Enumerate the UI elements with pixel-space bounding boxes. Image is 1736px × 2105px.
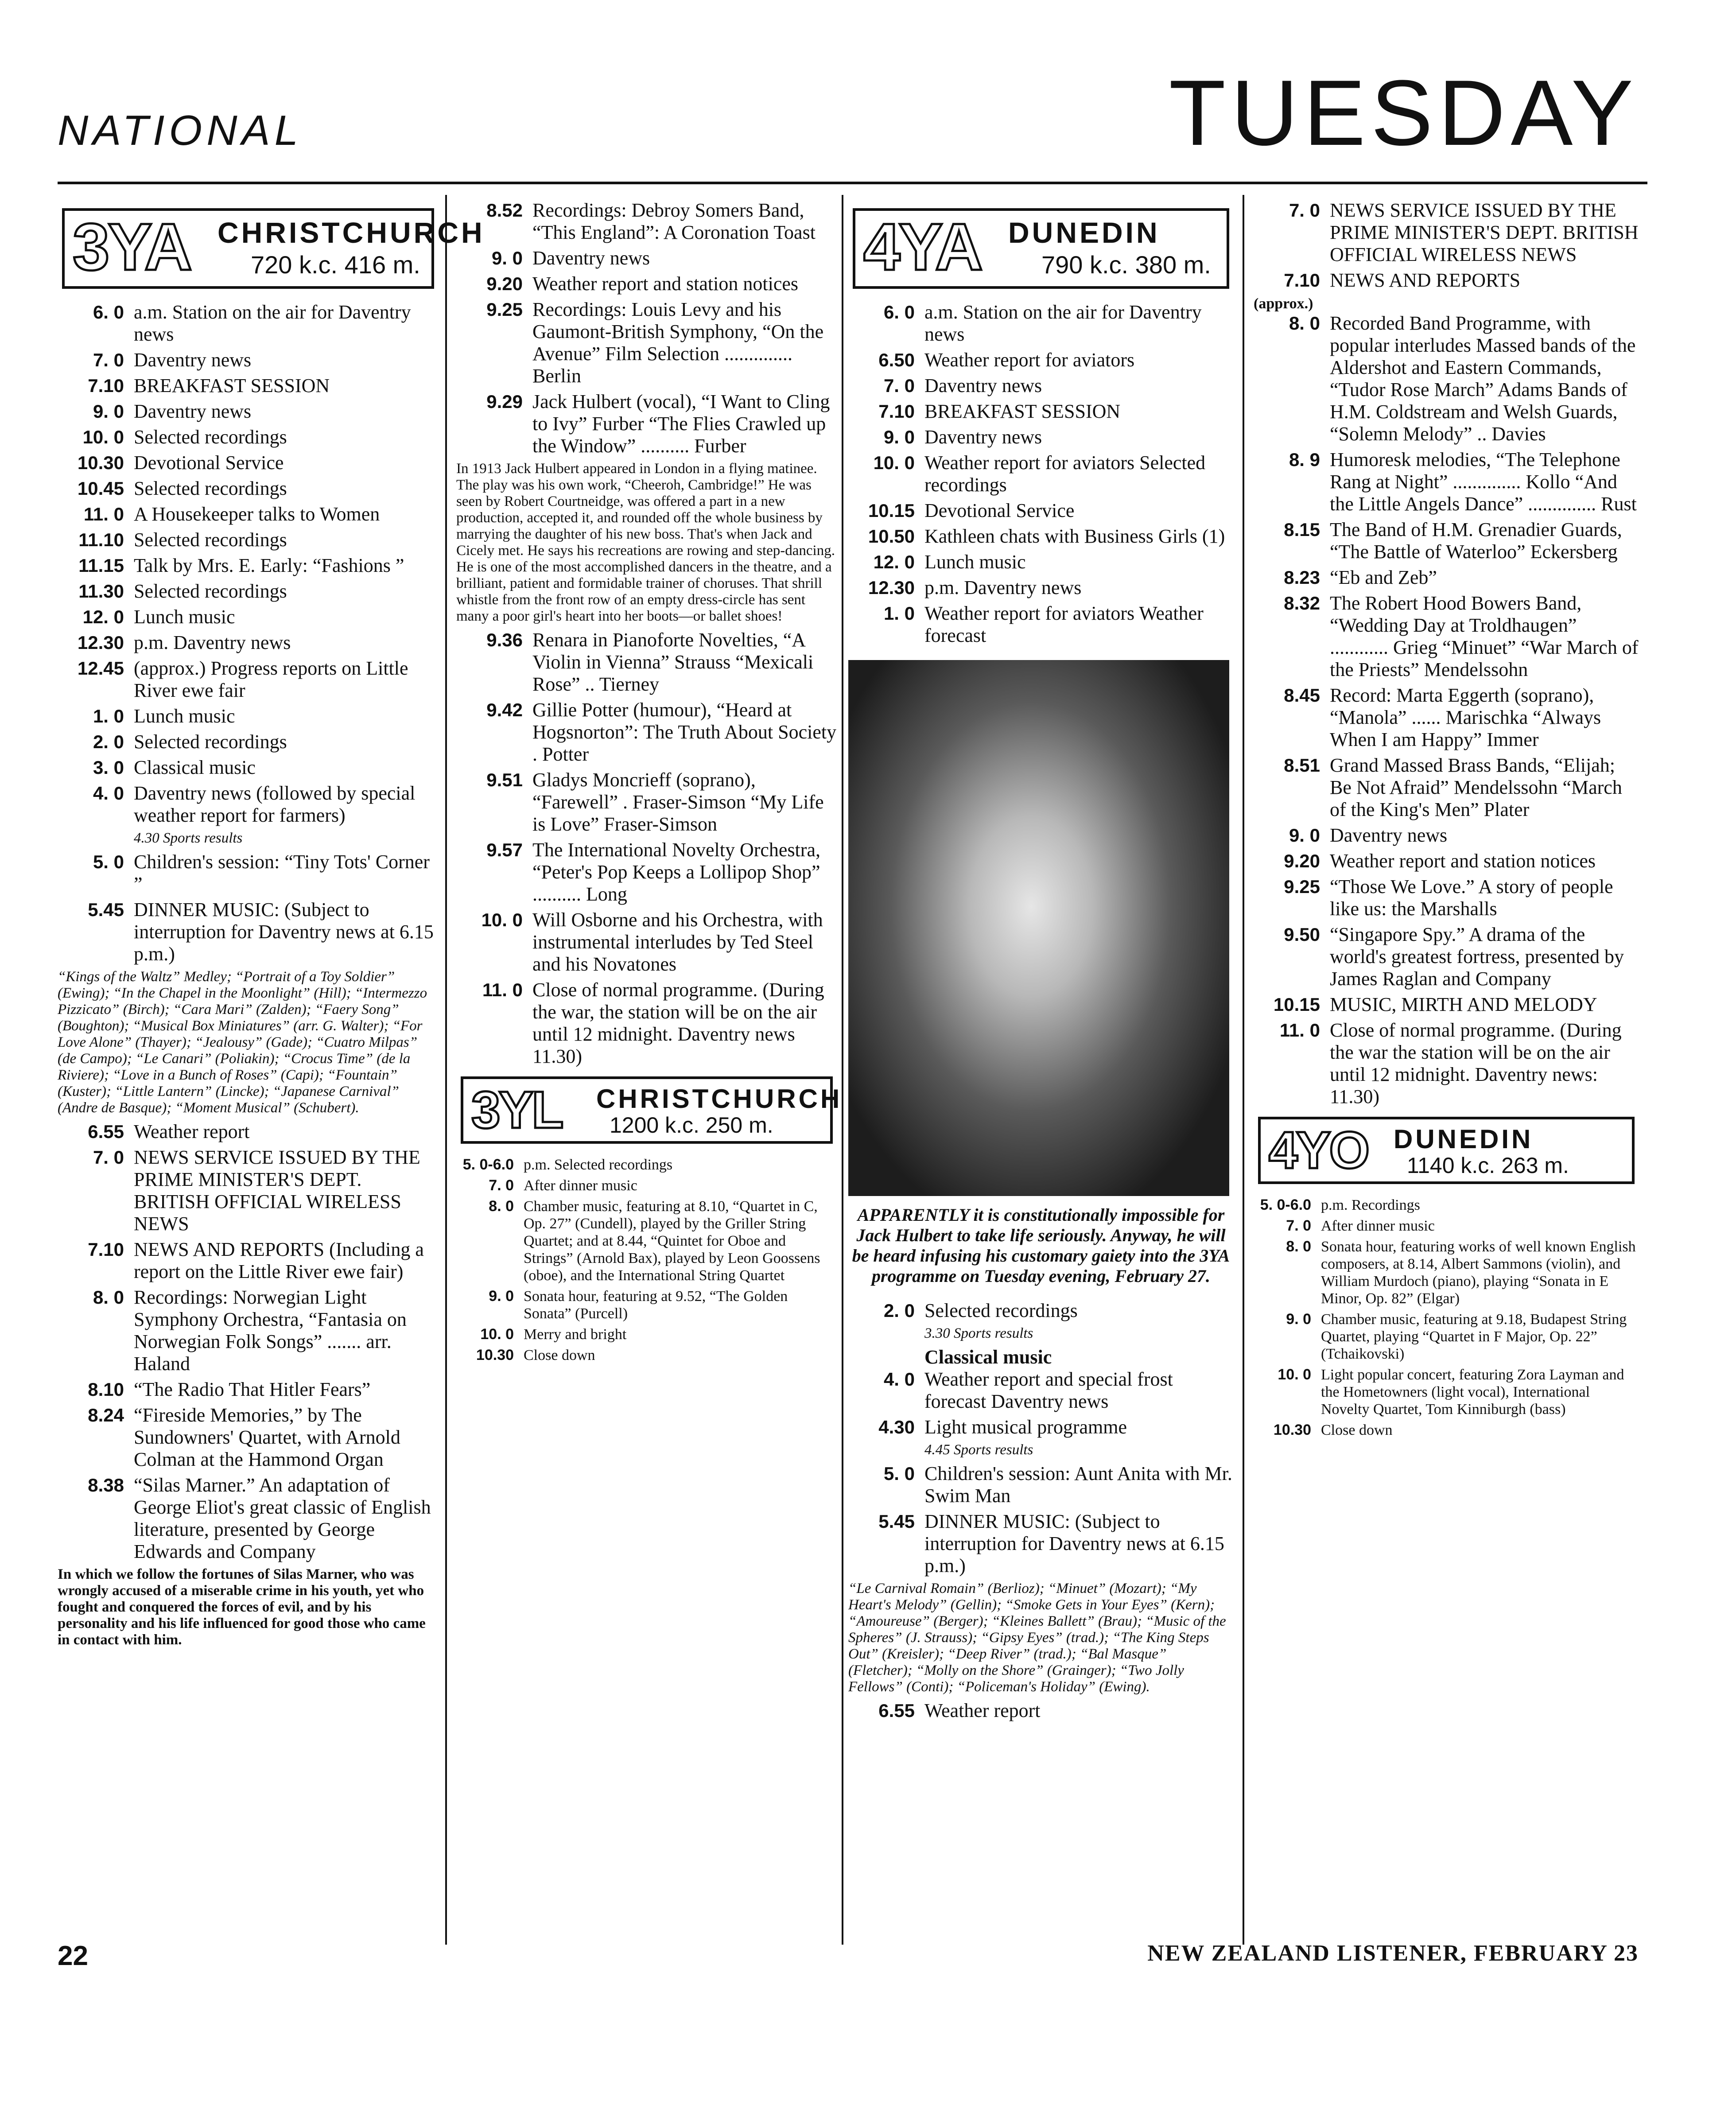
frequency: 1140 k.c. 263 m. — [1407, 1153, 1569, 1178]
program-item — [456, 199, 837, 244]
program-time: 9.29 — [486, 391, 523, 412]
program-time: 10.30 — [77, 452, 124, 473]
program-item — [848, 1511, 1234, 1577]
program-time: 8.32 — [1284, 593, 1320, 614]
sports-note: 4.30 Sports results — [134, 830, 243, 846]
callsign: 3YL — [471, 1081, 562, 1139]
program-text: p.m. Daventry news — [134, 632, 291, 653]
program-text: Chamber music, featuring at 8.10, “Quartet in C, Op. 27” (Cundell), played by the Griller String Quartet; and at 8.44, “Quintet for Oboe and Strings” (Arnold Bax), played by Leon Goossens (oboe), and the International String Quartet — [524, 1198, 820, 1284]
station-box-3yl — [461, 1076, 843, 1144]
program-item — [848, 301, 1234, 346]
program-time: 10. 0 — [480, 1326, 514, 1343]
callsign: 3YA — [73, 210, 191, 284]
program-item — [1254, 449, 1639, 515]
program-time: 9.25 — [486, 299, 523, 320]
program-time: 1. 0 — [93, 706, 124, 726]
program-text: a.m. Station on the air for Daventry news — [924, 301, 1202, 345]
city: DUNEDIN — [1394, 1124, 1534, 1154]
program-item — [456, 909, 837, 975]
program-time: 7. 0 — [1289, 200, 1320, 221]
program-item — [456, 979, 837, 1068]
program-time: 6. 0 — [93, 302, 124, 322]
program-item — [1254, 850, 1639, 872]
program-item — [58, 1379, 439, 1401]
program-time: 7. 0 — [93, 1147, 124, 1168]
program-time: 9.25 — [1284, 876, 1320, 897]
program-time: 11.30 — [78, 581, 124, 602]
column-3ya-evening — [456, 199, 843, 1367]
program-item — [848, 577, 1234, 599]
program-text: Weather report for aviators Selected recordings — [924, 452, 1206, 496]
program-time: 8. 0 — [1289, 313, 1320, 334]
program-text: Lunch music — [924, 551, 1026, 573]
program-text: Selected recordings — [134, 529, 287, 551]
program-text: Recordings: Norwegian Light Symphony Orchestra, “Fantasia on Norwegian Folk Songs” ....... arr. Haland — [134, 1286, 407, 1375]
program-item — [456, 1198, 837, 1284]
program-text: Grand Massed Brass Bands, “Elijah; Be Not Afraid” Mendelssohn “March of the King's Men” Plater — [1330, 754, 1622, 820]
program-item — [58, 349, 439, 371]
program-text: Will Osborne and his Orchestra, with instrumental interludes by Ted Steel and his Novatones — [532, 909, 823, 975]
program-list — [58, 851, 439, 965]
program-item — [456, 1156, 837, 1173]
program-time: 12.45 — [77, 658, 124, 679]
program-text: Children's session: “Tiny Tots' Corner ” — [134, 851, 430, 895]
program-text: Gillie Potter (humour), “Heard at Hogsnorton”: The Truth About Society . Potter — [532, 699, 837, 765]
program-text: A Housekeeper talks to Women — [134, 503, 380, 525]
program-item — [58, 400, 439, 423]
program-list — [848, 1300, 1234, 1322]
program-time: 8.51 — [1284, 755, 1320, 776]
program-time: 7. 0 — [93, 350, 124, 370]
program-text: NEWS SERVICE ISSUED BY THE PRIME MINISTER'S DEPT. BRITISH OFFICIAL WIRELESS NEWS — [1330, 199, 1639, 265]
program-item — [848, 602, 1234, 647]
callsign: 4YO — [1269, 1121, 1368, 1180]
program-text: Weather report and station notices — [1330, 850, 1596, 872]
program-list-small — [1254, 1196, 1639, 1439]
program-text: Lunch music — [134, 606, 235, 628]
program-item — [1254, 754, 1639, 821]
sports-note: 3.30 Sports results — [924, 1325, 1033, 1341]
program-item — [58, 580, 439, 602]
program-time: 10.15 — [868, 500, 915, 521]
program-time: 10.30 — [1273, 1421, 1311, 1438]
program-item — [58, 1286, 439, 1375]
program-text: After dinner music — [524, 1177, 637, 1194]
program-time: 9. 0 — [489, 1288, 514, 1305]
program-text: Daventry news — [134, 349, 252, 371]
program-time: 9.36 — [486, 629, 523, 650]
program-time: 5.45 — [878, 1511, 915, 1532]
program-time: 9. 0 — [883, 427, 915, 447]
program-text: The Robert Hood Bowers Band, “Wedding Day at Troldhaugen” ............ Grieg “Minuet” “War March of the Priests” Mendelssohn — [1330, 592, 1639, 680]
program-item — [58, 851, 439, 895]
program-text: BREAKFAST SESSION — [924, 400, 1121, 422]
program-item — [456, 1288, 837, 1322]
program-text: Recordings: Louis Levy and his Gaumont-British Symphony, “On the Avenue” Film Selection .............. Berlin — [532, 299, 824, 387]
program-time: 12.30 — [868, 577, 915, 598]
program-text: p.m. Daventry news — [924, 577, 1082, 598]
program-time: 12.30 — [77, 632, 124, 653]
program-text: “Silas Marner.” An adaptation of George Eliot's great classic of English literature, presented by George Edwards and Company — [134, 1474, 431, 1562]
program-item — [1254, 567, 1639, 589]
dinner-music-list: “Le Carnival Romain” (Berlioz); “Minuet” (Mozart); “My Heart's Melody” (Gellin); “Smoke Gets in Your Eyes” (Kern); “Amoureuse” (Berger); “Kleines Ballett” (Brau); “Music of the Spheres” (J. Strauss); “Gipsy Eyes” (trad.); “The King Steps Out” (Kreisler); “Deep River” (trad.); “Bal Masque” (Fletcher); “Molly on the Shore” (Grainger); “Two Jolly Fellows” (Conti); “Policeman's Holiday” (Ewing). — [848, 1581, 1226, 1695]
program-text: Weather report and station notices — [532, 273, 799, 295]
program-time: 8. 0 — [489, 1198, 514, 1215]
program-item — [456, 839, 837, 905]
program-time: 8. 0 — [1286, 1238, 1311, 1255]
program-time: 7. 0 — [883, 375, 915, 396]
program-time: 9.20 — [1284, 851, 1320, 871]
program-time: 10. 0 — [481, 909, 523, 930]
program-text: The International Novelty Orchestra, “Peter's Pop Keeps a Lollipop Shop” .......... Long — [532, 839, 820, 905]
city: CHRISTCHURCH — [596, 1084, 843, 1114]
page-number: 22 — [58, 1941, 88, 1971]
program-item — [1254, 269, 1639, 291]
program-item — [1254, 312, 1639, 445]
program-time: 9.42 — [486, 699, 523, 720]
program-item — [58, 632, 439, 654]
program-item — [456, 1347, 837, 1364]
program-time: 5.45 — [88, 899, 124, 920]
city: DUNEDIN — [1008, 216, 1160, 249]
program-text: Devotional Service — [924, 500, 1075, 521]
program-time: 5. 0-6.0 — [1260, 1196, 1311, 1213]
program-time: 5. 0 — [93, 851, 124, 872]
program-time: 10.45 — [77, 478, 124, 499]
program-text: Close down — [524, 1347, 595, 1363]
program-text: Classical music — [134, 757, 256, 778]
program-time: 10.30 — [476, 1347, 514, 1363]
program-time: 9. 0 — [93, 401, 124, 422]
program-text: p.m. Selected recordings — [524, 1157, 673, 1173]
program-text: Weather report for aviators Weather forecast — [924, 602, 1204, 646]
program-text: Record: Marta Eggerth (soprano), “Manola” ...... Marischka “Always When I am Happy” Immer — [1330, 684, 1601, 750]
approx-note: (approx.) — [1254, 295, 1313, 312]
program-time: 8.38 — [88, 1475, 124, 1495]
program-time: 8.15 — [1284, 519, 1320, 540]
program-time: 3. 0 — [93, 757, 124, 778]
program-text: Devotional Service — [134, 452, 284, 474]
program-time: 6. 0 — [883, 302, 915, 322]
frequency: 720 k.c. 416 m. — [251, 251, 420, 279]
program-list — [456, 199, 837, 457]
page-title: TUESDAY — [1169, 61, 1639, 165]
program-item — [1254, 994, 1639, 1016]
program-text: NEWS AND REPORTS (Including a report on the Little River ewe fair) — [134, 1239, 424, 1282]
program-list — [58, 1121, 439, 1563]
program-item — [1254, 1238, 1639, 1307]
program-item — [58, 529, 439, 551]
station-box-4yo — [1258, 1117, 1635, 1184]
program-text: Selected recordings — [134, 478, 287, 499]
program-time: 12. 0 — [82, 606, 124, 627]
program-item — [1254, 519, 1639, 563]
program-text: Light popular concert, featuring Zora Layman and the Hometowners (light vocal), International Novelty Quartet, Tom Kinniburgh (bass) — [1321, 1367, 1624, 1418]
program-text: Weather report — [924, 1700, 1041, 1721]
program-text: Daventry news (followed by special weather report for farmers) — [134, 782, 416, 826]
program-item — [1254, 1421, 1639, 1439]
program-item — [58, 426, 439, 448]
program-text: Chamber music, featuring at 9.18, Budapest String Quartet, playing “Quartet in F Major, Op. 22” (Tchaikovski) — [1321, 1311, 1627, 1362]
program-time: 9. 0 — [1286, 1311, 1311, 1328]
program-time: 11.15 — [78, 555, 124, 576]
program-item — [848, 551, 1234, 573]
program-time: 7.10 — [1284, 270, 1320, 291]
program-text: NEWS AND REPORTS — [1330, 269, 1521, 291]
program-time: 8. 0 — [93, 1287, 124, 1308]
program-item — [848, 452, 1234, 496]
program-time: 10.50 — [868, 526, 915, 547]
program-item — [1254, 199, 1639, 266]
program-item — [1254, 592, 1639, 681]
program-text: Daventry news — [924, 426, 1042, 448]
program-time: 9. 0 — [491, 248, 523, 268]
program-item — [58, 606, 439, 628]
program-list — [848, 1463, 1234, 1577]
program-item — [1254, 1217, 1639, 1235]
program-item — [58, 301, 439, 346]
program-list — [58, 301, 439, 827]
program-text: Weather report and special frost forecast Daventry news — [924, 1368, 1173, 1412]
program-text: After dinner music — [1321, 1218, 1435, 1234]
photo-jack-hulbert — [848, 660, 1229, 1196]
program-item — [456, 629, 837, 695]
column-divider — [842, 195, 843, 1945]
program-text: Selected recordings — [924, 1300, 1078, 1321]
column-divider — [445, 195, 447, 1945]
photo-caption: APPARENTLY it is constitutionally impossible for Jack Hulbert to take life seriously. Anyway, he will be heard infusing his customary gaiety into the 3YA programme on Tuesday evening, February 27. — [852, 1205, 1230, 1286]
program-text: DINNER MUSIC: (Subject to interruption for Daventry news at 6.15 p.m.) — [134, 899, 434, 965]
program-time: 9.20 — [486, 273, 523, 294]
program-text: Selected recordings — [134, 731, 287, 753]
program-text: Selected recordings — [134, 426, 287, 448]
program-time: 4. 0 — [93, 783, 124, 804]
program-item — [58, 705, 439, 727]
program-item — [848, 375, 1234, 397]
program-text: Weather report for aviators — [924, 349, 1135, 371]
program-item — [58, 1474, 439, 1563]
program-text: “Those We Love.” A story of people like us: the Marshalls — [1330, 876, 1613, 920]
program-time: 10. 0 — [82, 427, 124, 447]
program-text: Jack Hulbert (vocal), “I Want to Cling to Ivy” Furber “The Flies Crawled up the Window” .......... Furber — [532, 391, 830, 457]
program-text: “Singapore Spy.” A drama of the world's greatest fortress, presented by James Raglan and Company — [1330, 924, 1624, 990]
program-time: 2. 0 — [93, 731, 124, 752]
program-text: a.m. Station on the air for Daventry news — [134, 301, 411, 345]
callsign: 4YA — [863, 210, 982, 284]
program-item — [848, 1300, 1234, 1322]
program-time: 7. 0 — [1286, 1217, 1311, 1234]
program-time: 10. 0 — [873, 452, 915, 473]
program-text: Talk by Mrs. E. Early: “Fashions ” — [134, 555, 404, 576]
program-item — [848, 500, 1234, 522]
program-item — [58, 1404, 439, 1471]
program-time: 8.45 — [1284, 685, 1320, 706]
program-time: 6.50 — [878, 350, 915, 370]
program-item — [1254, 1019, 1639, 1108]
program-time: 7.10 — [878, 401, 915, 422]
program-item — [58, 1239, 439, 1283]
program-list — [1254, 199, 1639, 291]
program-item — [58, 782, 439, 827]
column-4ya — [848, 199, 1234, 1725]
program-item — [58, 503, 439, 525]
hulbert-note: In 1913 Jack Hulbert appeared in London in a flying matinee. The play was his own work, “Cheeroh, Cambridge!” He was seen by Robert Courtneidge, was offered a part in a new production, accepted it, and rounded off the whole business by marrying the daughter of his new boss. That's when Jack and Cicely met. He says his recreations are rowing and step-dancing. He is one of the most accomplished dancers in the theatre, and a brilliant, patient and formidable trainer of choruses. That shrill whistle from the front row of an empty dress-circle has sent many a poor girl's heart into her boots—or ballet shoes! — [456, 461, 835, 624]
program-item — [1254, 824, 1639, 847]
program-text: (approx.) Progress reports on Little River ewe fair — [134, 657, 408, 701]
program-text: BREAKFAST SESSION — [134, 375, 330, 396]
program-text: NEWS SERVICE ISSUED BY THE PRIME MINISTER'S DEPT. BRITISH OFFICIAL WIRELESS NEWS — [134, 1146, 420, 1235]
publication-line: NEW ZEALAND LISTENER, FEBRUARY 23 — [1147, 1941, 1639, 1966]
program-item — [58, 1121, 439, 1143]
program-item — [456, 299, 837, 387]
program-item — [456, 1326, 837, 1343]
program-time: 11. 0 — [1279, 1020, 1320, 1041]
program-time: 4. 0 — [883, 1369, 915, 1390]
program-list — [848, 1368, 1234, 1438]
program-item — [1254, 876, 1639, 920]
program-item — [848, 1416, 1234, 1438]
program-text: Sonata hour, featuring at 9.52, “The Golden Sonata” (Purcell) — [524, 1288, 788, 1322]
program-text: Close of normal programme. (During the war the station will be on the air until 12 midnight. Daventry news: 11.30) — [1330, 1019, 1622, 1107]
program-text: Lunch music — [134, 705, 235, 727]
program-time: 8.52 — [486, 200, 523, 221]
program-text: Gladys Moncrieff (soprano), “Farewell” . Fraser-Simson “My Life is Love” Fraser-Simson — [532, 769, 824, 835]
program-item — [58, 1146, 439, 1235]
program-item — [456, 391, 837, 457]
program-time: 8. 9 — [1289, 449, 1320, 470]
program-item — [848, 349, 1234, 371]
program-text: Humoresk melodies, “The Telephone Rang at Night” .............. Kollo “And the Little Angels Dance” .............. Rust — [1330, 449, 1637, 515]
station-box-4ya — [853, 208, 1229, 289]
program-item — [58, 555, 439, 577]
program-text: Close down — [1321, 1422, 1393, 1438]
program-list — [1254, 312, 1639, 1108]
program-time: 9.50 — [1284, 924, 1320, 945]
program-item — [456, 769, 837, 835]
program-time: 8.24 — [88, 1405, 124, 1425]
program-list — [848, 1700, 1234, 1722]
program-text: Selected recordings — [134, 580, 287, 602]
program-text: p.m. Recordings — [1321, 1197, 1420, 1213]
city: CHRISTCHURCH — [217, 216, 485, 249]
program-text: MUSIC, MIRTH AND MELODY — [1330, 994, 1597, 1015]
program-item — [1254, 924, 1639, 990]
program-text: Sonata hour, featuring works of well known English composers, at 8.14, Albert Sammons (violin), and William Murdoch (piano), playing “Sonata in E Minor, Op. 82” (Elgar) — [1321, 1239, 1636, 1307]
program-text: The Band of H.M. Grenadier Guards, “The Battle of Waterloo” Eckersberg — [1330, 519, 1622, 563]
classical-music: Classical music — [924, 1346, 1052, 1368]
program-item — [456, 1177, 837, 1194]
program-item — [848, 1368, 1234, 1413]
program-time: 7.10 — [88, 375, 124, 396]
program-text: “Eb and Zeb” — [1330, 567, 1437, 588]
program-item — [58, 478, 439, 500]
program-item — [456, 699, 837, 765]
program-time: 11. 0 — [482, 979, 523, 1000]
program-item — [1254, 1196, 1639, 1214]
program-item — [848, 525, 1234, 548]
program-time: 12. 0 — [873, 551, 915, 572]
program-item — [1254, 1311, 1639, 1363]
program-time: 9.57 — [486, 839, 523, 860]
program-list — [456, 629, 837, 1068]
program-text: Daventry news — [1330, 824, 1448, 846]
silas-marner-note: In which we follow the fortunes of Silas Marner, who was wrongly accused of a miserable crime in his youth, yet who fought and conquered the forces of evil, and by his personality and his life influenced for good those who came in contact with him. — [58, 1566, 426, 1648]
program-item — [848, 426, 1234, 448]
program-item — [58, 757, 439, 779]
program-time: 10. 0 — [1278, 1366, 1311, 1383]
column-divider — [1243, 195, 1244, 1945]
program-time: 5. 0-6.0 — [462, 1156, 514, 1173]
program-item — [58, 899, 439, 965]
program-item — [1254, 684, 1639, 751]
program-text: Daventry news — [134, 400, 252, 422]
program-item — [848, 1700, 1234, 1722]
sports-note: 4.45 Sports results — [924, 1442, 1033, 1458]
program-item — [848, 400, 1234, 423]
program-time: 8.23 — [1284, 567, 1320, 588]
header-rule — [58, 182, 1647, 184]
program-text: Merry and bright — [524, 1326, 627, 1343]
frequency: 790 k.c. 380 m. — [1041, 251, 1211, 279]
program-item — [1254, 1366, 1639, 1418]
program-time: 1. 0 — [883, 603, 915, 624]
program-text: Recordings: Debroy Somers Band, “This England”: A Coronation Toast — [532, 199, 816, 243]
program-time: 9. 0 — [1289, 825, 1320, 846]
program-time: 7.10 — [88, 1239, 124, 1260]
program-item — [456, 247, 837, 269]
program-time: 2. 0 — [883, 1300, 915, 1321]
program-text: Kathleen chats with Business Girls (1) — [924, 525, 1225, 547]
program-list — [848, 301, 1234, 647]
program-text: “Fireside Memories,” by The Sundowners' Quartet, with Arnold Colman at the Hammond Organ — [134, 1404, 400, 1470]
program-time: 6.55 — [878, 1700, 915, 1721]
program-time: 11. 0 — [83, 504, 124, 524]
program-time: 6.55 — [88, 1121, 124, 1142]
program-item — [58, 657, 439, 702]
program-time: 4.30 — [878, 1417, 915, 1437]
program-text: “The Radio That Hitler Fears” — [134, 1379, 371, 1400]
program-text: DINNER MUSIC: (Subject to interruption for Daventry news at 6.15 p.m.) — [924, 1511, 1224, 1577]
program-text: Close of normal programme. (During the war, the station will be on the air until 12 midnight. Daventry news 11.30) — [532, 979, 824, 1067]
program-time: 5. 0 — [883, 1463, 915, 1484]
program-text: Weather report — [134, 1121, 250, 1142]
program-list-small — [456, 1156, 837, 1364]
program-text: Renara in Pianoforte Novelties, “A Violin in Vienna” Strauss “Mexicali Rose” .. Tierney — [532, 629, 814, 695]
program-time: 11.10 — [78, 529, 124, 550]
program-item — [58, 375, 439, 397]
program-time: 9.51 — [486, 769, 523, 790]
program-text: Daventry news — [924, 375, 1042, 396]
program-text: Children's session: Aunt Anita with Mr. Swim Man — [924, 1463, 1232, 1507]
program-text: Daventry news — [532, 247, 650, 269]
program-text: Light musical programme — [924, 1416, 1127, 1438]
program-item — [58, 452, 439, 474]
station-box-3ya — [62, 208, 485, 289]
program-time: 10.15 — [1273, 994, 1320, 1015]
column-3ya — [58, 199, 485, 1653]
program-item — [58, 731, 439, 753]
program-item — [848, 1463, 1234, 1507]
program-item — [456, 273, 837, 295]
program-time: 7. 0 — [489, 1177, 514, 1194]
column-4ya-evening — [1254, 199, 1639, 1442]
section-label: NATIONAL — [58, 107, 303, 154]
frequency: 1200 k.c. 250 m. — [610, 1113, 773, 1138]
dinner-music-list: “Kings of the Waltz” Medley; “Portrait of a Toy Soldier” (Ewing); “In the Chapel in the Moonlight” (Hill); “Intermezzo Pizzicato” (Birch); “Cara Mari” (Zalden); “Faery Song” (Boughton); “Musical Box Miniatures” (arr. G. Walter); “For Love Alone” (Thayer); “Jealousy” (Gade); “Cuatro Milpas” (de Campo); “Le Canari” (Poliakin); “Crocus Time” (de la Riviere); “Love in a Bunch of Roses” (Capi); “Fountain” (Kuster); “Little Lantern” (Lincke); “Japanese Carnival” (Andre de Basque); “Moment Musical” (Schubert). — [58, 969, 427, 1116]
program-text: Recorded Band Programme, with popular interludes Massed bands of the Aldershot and Eastern Commands, “Tudor Rose March” Adams Bands of H.M. Coldstream and Welsh Guards, “Solemn Melody” .. Davies — [1330, 312, 1636, 445]
program-time: 8.10 — [88, 1379, 124, 1400]
